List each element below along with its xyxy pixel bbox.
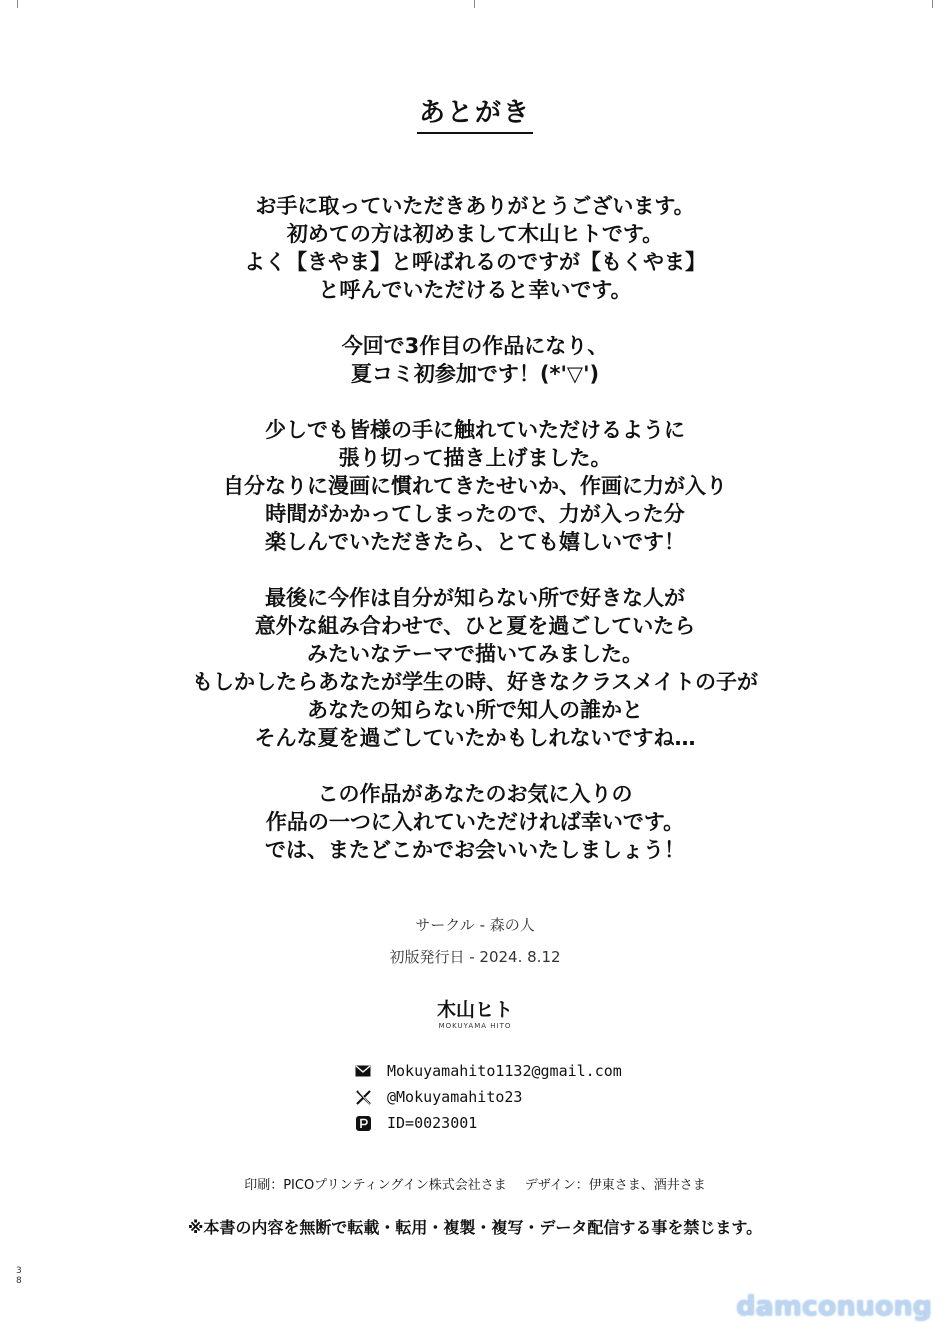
trim-mark-left: [17, 0, 18, 8]
contact-email-text[interactable]: Mokuyamahito1132@gmail.com: [387, 1062, 622, 1080]
text-line: そんな夏を過ごしていたかもしれないですね…: [254, 726, 696, 750]
paragraph-5: [0, 780, 950, 864]
x-logo-icon: [355, 1089, 371, 1105]
text-line: みたいなテーマで描いてみました。: [307, 642, 643, 666]
text-line: 楽しんでいただきたら、とても嬉しいです！: [265, 530, 685, 554]
paragraph-3: [0, 416, 950, 556]
contact-email: [355, 1058, 622, 1084]
publish-date: 初版発行日 - 2024. 8.12: [389, 948, 561, 966]
trim-mark-center: [474, 0, 475, 8]
afterword-body: [0, 192, 950, 892]
author-name-roman: MOKUYAMA HITO: [438, 1022, 512, 1030]
text-line: 時間がかかってしまったので、力が入った分: [265, 502, 685, 526]
text-line: と呼んでいただけると幸いです。: [318, 278, 632, 302]
text-line: よく【きやま】と呼ばれるのですが【もくやま】: [244, 250, 706, 274]
text-line: 今回で3作目の作品になり、: [341, 334, 609, 358]
text-line: 初めての方は初めまして木山ヒトです。: [286, 222, 664, 246]
text-line: では、またどこかでお会いいたしましょう！: [265, 838, 685, 862]
page-number-digit: 3: [16, 1266, 22, 1276]
page-title: [0, 92, 950, 129]
copyright-notice: ※本書の内容を無断で転載・転用・複製・複写・データ配信する事を禁じます。: [187, 1218, 763, 1237]
page-number: [16, 1266, 22, 1286]
text-line: もしかしたらあなたが学生の時、好きなクラスメイトの子が: [192, 670, 758, 694]
text-line: 夏コミ初参加です！(*'▽'): [350, 362, 600, 386]
contact-x: [355, 1084, 622, 1110]
text-line: お手に取っていただきありがとうございます。: [255, 194, 695, 218]
mail-icon: [355, 1063, 371, 1079]
author-name: 木山ヒト: [436, 999, 513, 1021]
design-credit: デザイン：伊東さま、酒井さま: [524, 1178, 706, 1193]
page-number-digit: 8: [16, 1276, 22, 1286]
circle-name: サークル - 森の人: [415, 916, 535, 934]
paragraph-4: [0, 584, 950, 752]
contact-x-text[interactable]: @Mokuyamahito23: [387, 1088, 523, 1106]
watermark: damconuong: [736, 1291, 932, 1322]
text-line: 自分なりに漫画に慣れてきたせいか、作画に力が入り: [223, 474, 727, 498]
page-title-text: あとがき: [417, 98, 533, 134]
text-line: 張り切って描き上げました。: [338, 446, 612, 470]
text-line: この作品があなたのお気に入りの: [317, 782, 633, 806]
contact-list: [355, 1058, 622, 1136]
paragraph-1: [0, 192, 950, 304]
text-line: 少しでも皆様の手に触れていただけるように: [265, 418, 685, 442]
credits-line: [0, 1174, 950, 1193]
text-line: 作品の一つに入れていただければ幸いです。: [265, 810, 685, 834]
text-line: あなたの知らない所で知人の誰かと: [307, 698, 643, 722]
pixiv-icon: [355, 1115, 371, 1131]
contact-pixiv: [355, 1110, 622, 1136]
trim-mark-right: [932, 0, 933, 8]
paragraph-2: [0, 332, 950, 388]
printing-credit: 印刷：PICOプリンティングイン株式会社さま: [244, 1178, 507, 1193]
contact-pixiv-text[interactable]: ID=0023001: [387, 1114, 478, 1132]
text-line: 意外な組み合わせで、ひと夏を過ごしていたら: [254, 614, 696, 638]
text-line: 最後に今作は自分が知らない所で好きな人が: [265, 586, 685, 610]
